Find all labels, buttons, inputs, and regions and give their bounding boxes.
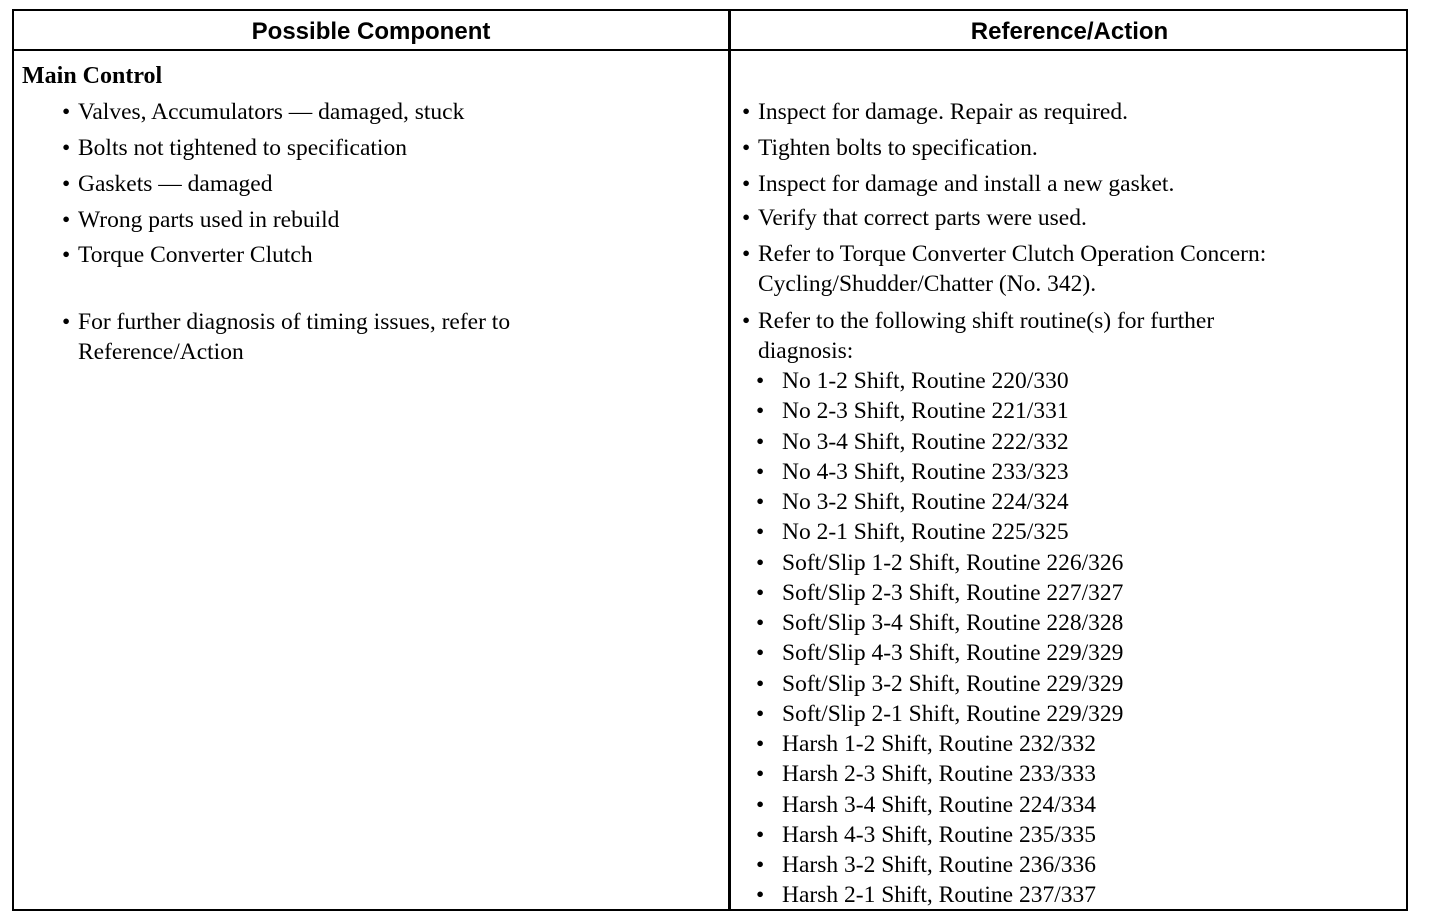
- bullet-icon: •: [756, 731, 765, 757]
- bullet-icon: •: [756, 761, 765, 788]
- bullet-icon: •: [756, 368, 765, 394]
- bullet-icon: •: [756, 821, 765, 848]
- bullet-icon: •: [742, 171, 751, 197]
- bullet-icon: •: [742, 205, 751, 231]
- column-divider: [728, 11, 731, 909]
- bullet-icon: •: [756, 640, 765, 667]
- action-item-continuation: Cycling/Shudder/Chatter (No. 342).: [758, 271, 1097, 297]
- header-possible-component: Possible Component: [251, 18, 491, 45]
- bullet-icon: •: [62, 309, 71, 335]
- bullet-icon: •: [742, 241, 751, 267]
- bullet-icon: •: [62, 171, 71, 197]
- bullet-icon: •: [756, 489, 765, 515]
- bullet-icon: •: [756, 700, 765, 727]
- bullet-icon: •: [756, 670, 765, 697]
- bullet-icon: •: [756, 398, 765, 425]
- diagnosis-table: Possible Component Reference/Action Main Control • Valves, Accumulators — damaged, stuck • Bolts not tightened to specification • Gaskets — damaged • Wrong parts used in rebuild • Torque Converter Clutch • For further diagnosis of timing issues, refer to Reference/Action • Inspect for damage. Repair as required. • Tighten bolts to specification. • Inspect for damage and install a new gasket. • Verify that correct parts were used. • Refer to Torque Converter Clutch Operation Concern: Cycling/Shudder/Chatter (No. 342). • Refer to the following shift routine(s) for further diagnosis: • No 1-2 Shift, Routine 220/330 • No 2-3 Shift, Routine 221/331 • No 3-4 Shift, Routine 222/332 • No 4-3 Shift, Routine 233/323 • No 3-2 Shift, Routine 224/324 • No 2-1 Shift, Routine 225/325 • Soft/Slip 1-2 Shift, Routine 226/326 • Soft/Slip 2-3 Shift, Routine 227/327 • Soft/Slip 3-4 Shift, Routine 228/328 • Soft/Slip 4-3 Shift, Routine 229/329 • Soft/Slip 3-2 Shift, Routine 229/329 • Soft/Slip 2-1 Shift, Routine 229/329 • Harsh 1-2 Shift, Routine 232/332 • Harsh 2-3 Shift, Routine 233/333 • Harsh 3-4 Shift, Routine 224/334 • Harsh 4-3 Shift, Routine 235/335 • Harsh 3-2 Shift, Routine 236/336 • Harsh 2-1 Shift, Routine 237/337: [12, 9, 1408, 911]
- bullet-icon: •: [756, 579, 765, 606]
- bullet-icon: •: [756, 549, 765, 576]
- bullet-icon: •: [756, 852, 765, 878]
- bullet-icon: •: [756, 791, 765, 818]
- header-divider: [14, 49, 1406, 51]
- action-item-continuation: diagnosis:: [758, 338, 854, 364]
- bullet-icon: •: [742, 99, 751, 125]
- component-item-continuation: Reference/Action: [78, 339, 244, 365]
- bullet-icon: •: [756, 882, 765, 909]
- bullet-icon: •: [756, 458, 765, 485]
- bullet-icon: •: [756, 610, 765, 636]
- bullet-icon: •: [62, 207, 71, 233]
- bullet-icon: •: [62, 99, 71, 125]
- bullet-icon: •: [756, 519, 765, 546]
- bullet-icon: •: [742, 135, 751, 161]
- bullet-icon: •: [756, 428, 765, 455]
- bullet-icon: •: [62, 135, 71, 161]
- bullet-icon: •: [742, 308, 751, 334]
- bullet-icon: •: [62, 242, 71, 268]
- section-title: Main Control: [22, 63, 163, 89]
- header-reference-action: Reference/Action: [970, 18, 1169, 45]
